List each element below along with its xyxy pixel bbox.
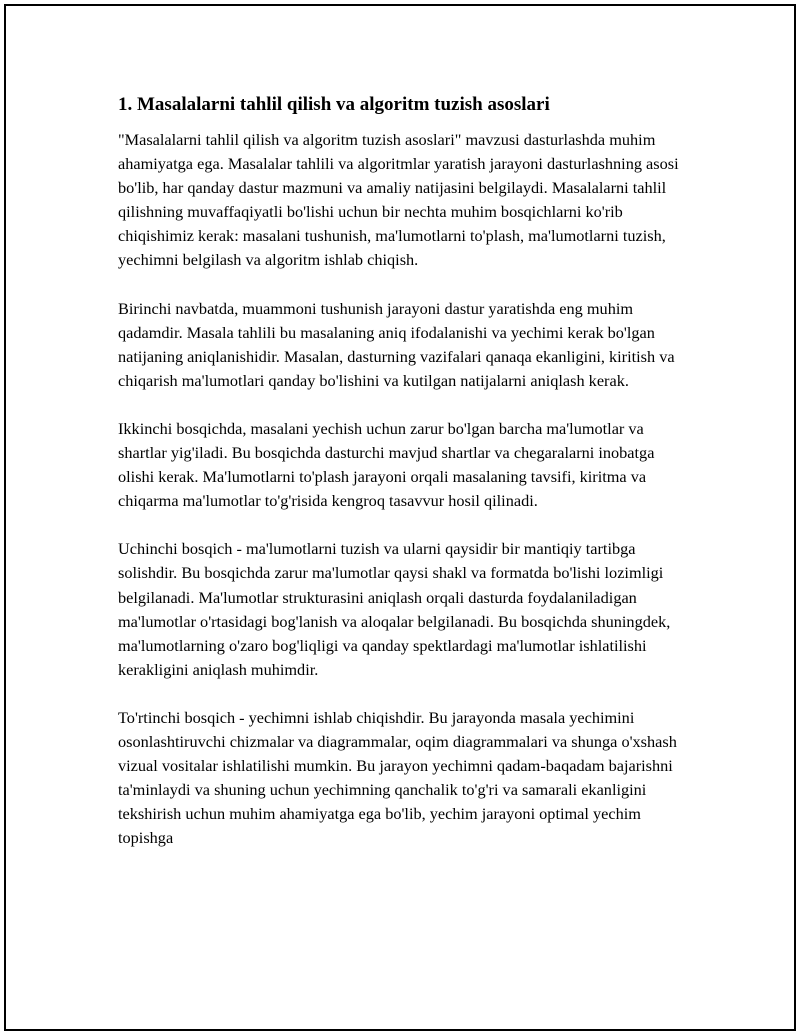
paragraph-step-2: Ikkinchi bosqichda, masalani yechish uchun zarur bo'lgan barcha ma'lumotlar va shartlar yig'iladi. Bu bosqichda dasturchi mavjud shartlar va chegaralarni inobatga olishi kerak. Ma'lumotlarni to'plash jarayoni orqali masalaning tavsifi, kiritma va chiqarma ma'lumotlar to'g'risida kengroq tasavvur hosil qilinadi. bbox=[118, 418, 655, 511]
section-title: 1. Masalalarni tahlil qilish va algoritm tuzish asoslari bbox=[118, 94, 550, 115]
paragraph-intro: "Masalalarni tahlil qilish va algoritm tuzish asoslari" mavzusi dasturlashda muhim ahamiyatga ega. Masalalar tahlili va algoritmlar yaratish jarayoni dasturlashning asosi bo'lib, har qanday dastur mazmuni va amaliy natijasini belgilaydi. Masalalarni tahlil qilishning muvaffaqiyatli bo'lishi uchun bir nechta muhim bosqichlarni ko'rib chiqishimiz kerak: masalani tushunish, ma'lumotlarni to'plash, ma'lumotlarni tuzish, yechimni belgilash va algoritm ishlab chiqish. bbox=[118, 130, 679, 270]
paragraph-step-1: Birinchi navbatda, muammoni tushunish jarayoni dastur yaratishda eng muhim qadamdir. Masala tahlili bu masalaning aniq ifodalanishi va yechimi kerak bo'lgan natijaning aniqlanishidir. Masalan, dasturning vazifalari qanaqa ekanligini, kiritish va chiqarish ma'lumotlari qanday bo'lishini va kutilgan natijalarni aniqlash kerak. bbox=[118, 298, 675, 390]
document-body bbox=[118, 92, 688, 874]
paragraph-step-4: To'rtinchi bosqich - yechimni ishlab chiqishdir. Bu jarayonda masala yechimini osonlashtiruvchi chizmalar va diagrammalar, oqim diagrammalari va shunga o'xshash vizual vositalar ishlatilishi mumkin. Bu jarayon yechimni qadam-baqadam bajarishni ta'minlaydi va shuning uchun yechimning qanchalik to'g'ri va samarali ekanligini tekshirish uchun muhim ahamiyatga ega bo'lib, yechim jarayoni optimal yechim topishga bbox=[118, 707, 677, 848]
paragraph-step-3: Uchinchi bosqich - ma'lumotlarni tuzish va ularni qaysidir bir mantiqiy tartibga solishdir. Bu bosqichda zarur ma'lumotlar qaysi shakl va formatda bo'lishi lozimligi belgilanadi. Ma'lumotlar strukturasini aniqlash orqali dasturda foydalaniladigan ma'lumotlar o'rtasidagi bog'lanish va aloqalar belgilanadi. Bu bosqichda shuningdek, ma'lumotlarning o'zaro bog'liqligi va qanday spektlardagi ma'lumotlar ishlatilishi kerakligini aniqlash muhimdir. bbox=[118, 539, 671, 679]
